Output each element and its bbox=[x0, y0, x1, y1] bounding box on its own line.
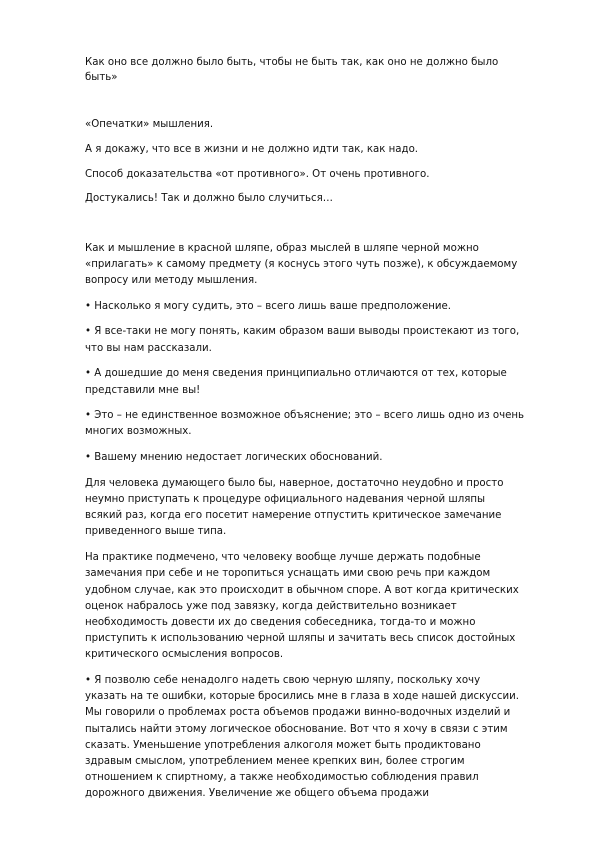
intro-line-4: Достукались! Так и должно было случиться… bbox=[85, 193, 333, 205]
paragraph-intro: Как и мышление в красной шляпе, образ мыслей в шляпе черной можно «прилагать» к самому предмету (я коснусь этого чуть позже), к обсуждаемому вопросу или методу мышления. bbox=[85, 242, 518, 286]
bullet-item-2: • Я все-таки не могу понять, каким образом ваши выводы проистекают из того, что вы нам рассказали. bbox=[85, 324, 525, 356]
bullet-item-6: • Я позволю себе ненадолго надеть свою черную шляпу, поскольку хочу указать на те ошибки, которые бросились мне в глаза в ходе нашей дискуссии. Мы говорили о проблемах роста объемов продажи винно-водочных изделий и пытались найти этому логическое обоснование. Вот что я хочу в связи с этим сказать. Уменьшение употребления алкоголя может быть продиктовано здравым смыслом, употреблением менее крепких вин, более строгим отношением к спиртному, а также необходимостью соблюдения правил дорожного движения. Увеличение же общего объема продажи bbox=[85, 673, 525, 803]
intro-line-2: А я докажу, что все в жизни и не должно идти так, как надо. bbox=[85, 143, 419, 155]
intro-section bbox=[85, 117, 525, 208]
paragraph-body-1: Для человека думающего было бы, наверное, достаточно неудобно и просто неумно приступать к процедуре официального надевания черной шляпы всякий раз, когда его посетит намерение отпустить критическое замечание приведенного выше типа. bbox=[85, 477, 504, 538]
document-title: Как оно все должно было быть, чтобы не быть так, как оно не должно было быть» bbox=[85, 57, 499, 83]
document-page bbox=[85, 55, 525, 812]
bullet-item-4: • Это – не единственное возможное объяснение; это – всего лишь одно из очень многих возможных. bbox=[85, 408, 525, 440]
paragraph-body-2: На практике подмечено, что человеку вообще лучше держать подобные замечания при себе и не торопиться уснащать ими свою речь при каждом удобном случае, как это происходит в обычном споре. А вот когда критических оценок набралось уже под завязку, когда действительно возникает необходимость довести их до сведения собеседника, тогда-то и можно приступить к использованию черной шляпы и зачитать весь список достойных критического осмысления вопросов. bbox=[85, 552, 519, 661]
intro-line-3: Способ доказательства «от противного». От очень противного. bbox=[85, 168, 430, 180]
bullet-item-3: • А дошедшие до меня сведения принципиально отличаются от тех, которые представили мне вы! bbox=[85, 366, 525, 398]
bullet-item-5: • Вашему мнению недостает логических обоснований. bbox=[85, 450, 525, 466]
intro-line-1: «Опечатки» мышления. bbox=[85, 119, 214, 130]
bullet-item-1: • Насколько я могу судить, это – всего лишь ваше предположение. bbox=[85, 299, 525, 315]
main-section bbox=[85, 241, 525, 803]
